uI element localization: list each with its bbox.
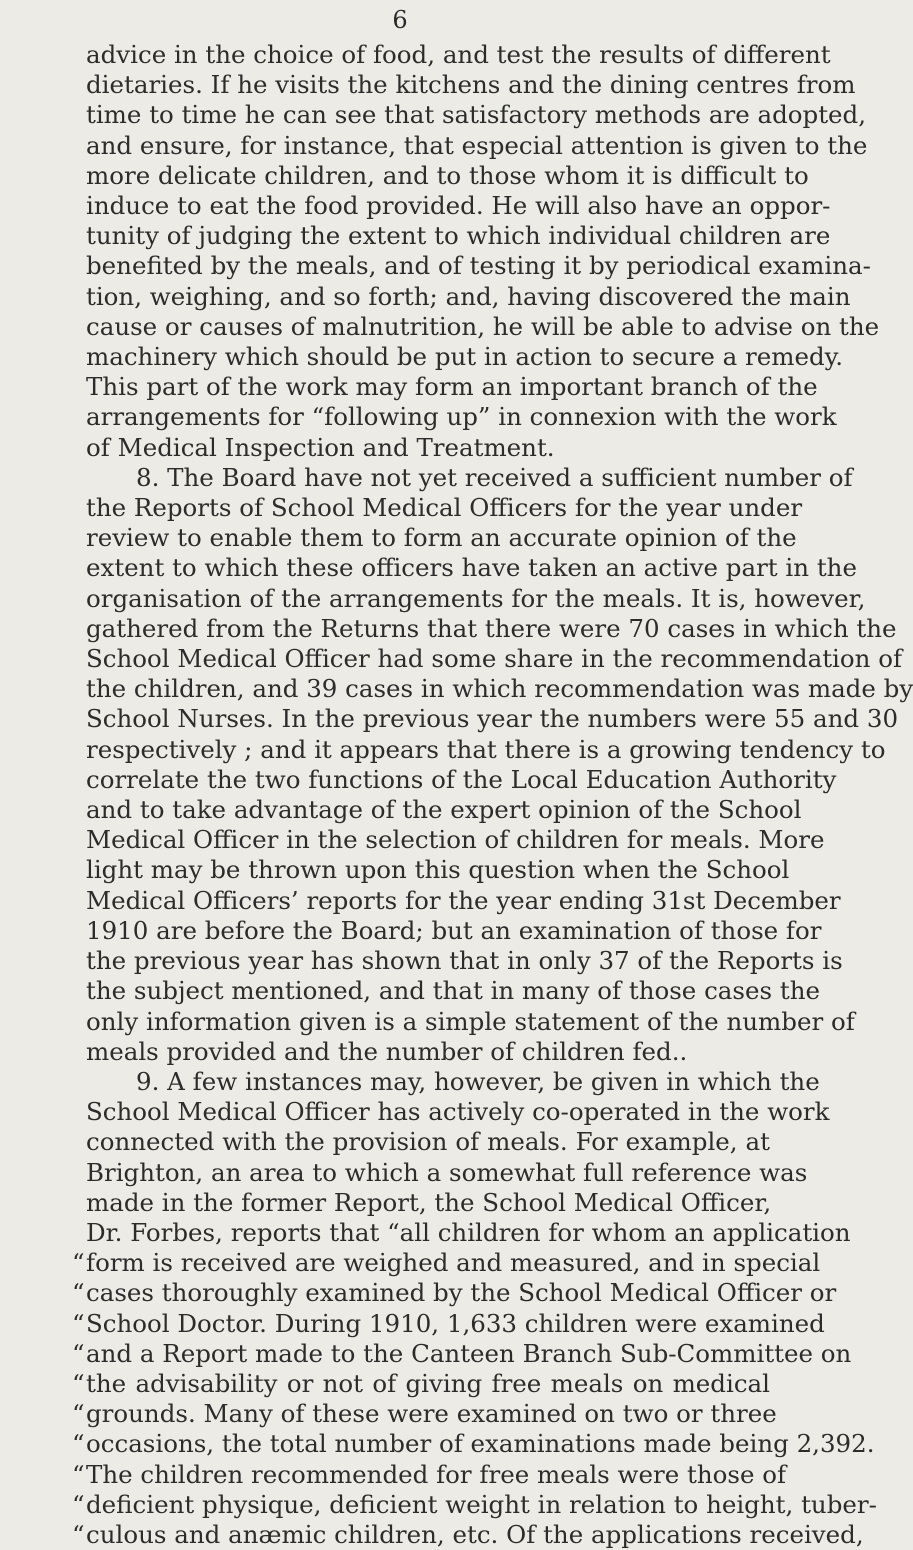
quoted-line: [72, 1459, 787, 1490]
text-line: extent to which these officers have taken an active part in the: [86, 553, 857, 583]
quoted-line-text: and a Report made to the Canteen Branch Sub-Committee on: [86, 1338, 852, 1368]
text-line: dietaries. If he visits the kitchens and the dining centres from: [86, 70, 856, 100]
text-line: School Medical Officer had some share in the recommendation of: [86, 644, 903, 674]
text-line: gathered from the Returns that there were 70 cases in which the: [86, 613, 897, 643]
text-line: benefited by the meals, and of testing it by periodical examina-: [86, 251, 871, 281]
text-line: Medical Officers’ reports for the year ending 31st December: [86, 885, 841, 915]
quoted-line-text: the advisability or not of giving free meals on medical: [86, 1368, 770, 1398]
quote-mark: “: [72, 1489, 85, 1519]
quoted-line-text: culous and anæmic children, etc. Of the applications received,: [86, 1519, 864, 1549]
paragraph-8: [86, 462, 913, 1067]
text-line: cause or causes of malnutrition, he will be able to advise on the: [86, 311, 880, 341]
quoted-line: [72, 1278, 837, 1308]
quoted-line-text: The children recommended for free meals were those of: [86, 1459, 787, 1489]
quoted-line-text: grounds. Many of these were examined on two or three: [86, 1399, 777, 1429]
quoted-line: [72, 1368, 770, 1399]
text-line: This part of the work may form an important branch of the: [86, 372, 818, 402]
text-line: machinery which should be put in action to secure a remedy.: [86, 342, 843, 372]
quoted-line: [72, 1338, 852, 1369]
quote-mark: “: [72, 1248, 85, 1278]
page-number: 6: [392, 6, 408, 34]
quoted-line-text: form is received are weighed and measured, and in special: [86, 1248, 821, 1278]
text-line: tion, weighing, and so forth; and, having discovered the main: [86, 281, 851, 311]
text-line: the children, and 39 cases in which recommendation was made by: [86, 674, 913, 704]
quote-mark: “: [72, 1308, 85, 1338]
text-line: respectively ; and it appears that there is a growing tendency to: [86, 734, 886, 764]
quoted-line: [72, 1429, 875, 1459]
text-line: School Nurses. In the previous year the numbers were 55 and 30: [86, 704, 899, 734]
text-line: made in the former Report, the School Medical Officer,: [86, 1187, 772, 1217]
text-line: arrangements for “following up” in connexion with the work: [86, 402, 837, 432]
text-line: time to time he can see that satisfactory methods are adopted,: [86, 100, 867, 130]
quoted-line-text: deficient physique, deficient weight in relation to height, tuber-: [86, 1489, 877, 1519]
text-line: 8. The Board have not yet received a sufficient number of: [136, 462, 853, 492]
quote-mark: “: [72, 1459, 85, 1489]
text-line: tunity of judging the extent to which individual children are: [86, 221, 831, 251]
text-line: Medical Officer in the selection of children for meals. More: [86, 825, 825, 855]
text-line: and ensure, for instance, that especial attention is given to the: [86, 130, 868, 160]
quote-mark: “: [72, 1278, 85, 1308]
text-line: Dr. Forbes, reports that “all children for whom an application: [86, 1217, 851, 1247]
text-line: 9. A few instances may, however, be given in which the: [136, 1066, 820, 1096]
text-line: organisation of the arrangements for the meals. It is, however,: [86, 583, 866, 613]
quoted-line: [72, 1248, 821, 1278]
quote-mark: “: [72, 1368, 85, 1398]
quoted-line: [72, 1489, 877, 1520]
text-line: only information given is a simple statement of the number of: [86, 1006, 855, 1036]
quote-mark: “: [72, 1519, 85, 1549]
text-line: the previous year has shown that in only 37 of the Reports is: [86, 946, 843, 976]
quote-mark: “: [72, 1429, 85, 1459]
text-line: 1910 are before the Board; but an examination of those for: [86, 915, 822, 945]
text-line: Brighton, an area to which a somewhat full reference was: [86, 1157, 808, 1187]
text-line: advice in the choice of food, and test the results of different: [86, 40, 831, 69]
quote-mark: “: [72, 1399, 85, 1429]
text-line: of Medical Inspection and Treatment.: [86, 432, 555, 462]
body-text: [72, 40, 913, 1550]
text-line: connected with the provision of meals. For example, at: [86, 1127, 770, 1157]
quoted-line-text: School Doctor. During 1910, 1,633 children were examined: [86, 1308, 825, 1338]
text-line: School Medical Officer has actively co-operated in the work: [86, 1097, 830, 1127]
paragraph-continued: [86, 40, 880, 463]
text-line: more delicate children, and to those whom it is difficult to: [86, 160, 809, 190]
quoted-line-text: cases thoroughly examined by the School Medical Officer or: [86, 1278, 837, 1308]
quoted-line: [72, 1399, 777, 1429]
quoted-line: [72, 1519, 864, 1550]
text-line: the Reports of School Medical Officers for the year under: [86, 493, 803, 523]
text-line: meals provided and the number of children fed..: [86, 1036, 688, 1066]
text-line: the subject mentioned, and that in many of those cases the: [86, 976, 820, 1006]
quoted-line-text: occasions, the total number of examinations made being 2,392.: [86, 1429, 875, 1459]
text-line: induce to eat the food provided. He will also have an oppor-: [86, 191, 831, 221]
text-line: correlate the two functions of the Local Education Authority: [86, 764, 837, 794]
quote-mark: “: [72, 1338, 85, 1368]
text-line: and to take advantage of the expert opinion of the School: [86, 795, 802, 825]
quoted-line: [72, 1308, 825, 1339]
text-line: review to enable them to form an accurate opinion of the: [86, 523, 797, 553]
paragraph-9: [72, 1066, 877, 1550]
text-line: light may be thrown upon this question when the School: [86, 855, 790, 885]
